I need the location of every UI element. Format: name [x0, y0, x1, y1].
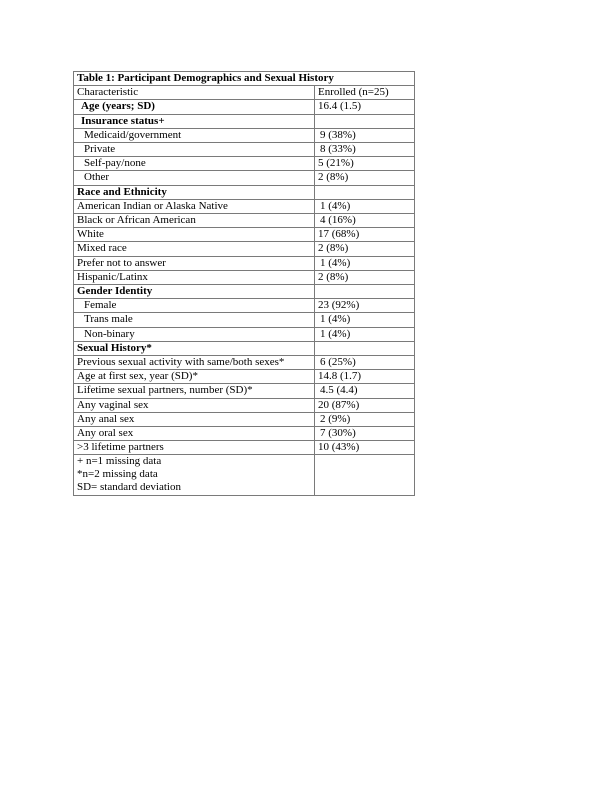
row-value: 4 (16%) — [315, 214, 415, 228]
row-value: 2 (8%) — [315, 242, 415, 256]
row-label: Any vaginal sex — [74, 398, 315, 412]
row-value: 16.4 (1.5) — [315, 100, 415, 114]
table-row — [74, 356, 415, 370]
row-value: 9 (38%) — [315, 128, 415, 142]
row-value: 10 (43%) — [315, 441, 415, 455]
footnote-sd-definition: SD= standard deviation — [77, 480, 181, 493]
header-enrolled: Enrolled (n=25) — [315, 86, 415, 100]
row-label: Age (years; SD) — [74, 100, 315, 114]
footnote-insurance-missing: + n=1 missing data — [77, 455, 162, 468]
row-label: Private — [74, 143, 315, 157]
table-row — [74, 313, 415, 327]
table-row — [74, 214, 415, 228]
section-heading-sexual-history: Sexual History* — [74, 341, 315, 355]
table-row — [74, 270, 415, 284]
table-row — [74, 157, 415, 171]
row-label: Previous sexual activity with same/both sexes* — [74, 356, 315, 370]
row-label: Medicaid/government — [74, 128, 315, 142]
table-row — [74, 441, 415, 455]
row-value — [315, 185, 415, 199]
row-label: >3 lifetime partners — [74, 441, 315, 455]
row-value: 2 (8%) — [315, 171, 415, 185]
row-value — [315, 114, 415, 128]
row-value: 20 (87%) — [315, 398, 415, 412]
table-row — [74, 100, 415, 114]
table-row — [74, 299, 415, 313]
row-label: Age at first sex, year (SD)* — [74, 370, 315, 384]
section-heading-race: Race and Ethnicity — [74, 185, 315, 199]
demographics-table — [73, 71, 415, 496]
row-value — [315, 341, 415, 355]
row-value: 2 (8%) — [315, 270, 415, 284]
footnotes-row — [74, 455, 415, 496]
table-title-row — [74, 72, 415, 86]
table-row — [74, 128, 415, 142]
row-value: 8 (33%) — [315, 143, 415, 157]
table-row — [74, 228, 415, 242]
table-row — [74, 242, 415, 256]
demographics-table-container — [73, 71, 414, 496]
row-value — [315, 285, 415, 299]
table-title: Table 1: Participant Demographics and Sexual History — [74, 72, 415, 86]
table-row — [74, 412, 415, 426]
table-row — [74, 398, 415, 412]
row-label: Insurance status+ — [74, 114, 315, 128]
footnotes-cell — [74, 455, 315, 496]
row-label: Any oral sex — [74, 427, 315, 441]
table-row — [74, 384, 415, 398]
row-label: Black or African American — [74, 214, 315, 228]
header-characteristic: Characteristic — [74, 86, 315, 100]
row-label: Prefer not to answer — [74, 256, 315, 270]
table-row — [74, 171, 415, 185]
row-value: 5 (21%) — [315, 157, 415, 171]
row-value: 2 (9%) — [315, 412, 415, 426]
table-row — [74, 114, 415, 128]
table-row — [74, 285, 415, 299]
row-label: Hispanic/Latinx — [74, 270, 315, 284]
row-value: 1 (4%) — [315, 256, 415, 270]
row-label: Other — [74, 171, 315, 185]
row-label: Female — [74, 299, 315, 313]
row-label: Non-binary — [74, 327, 315, 341]
table-row — [74, 185, 415, 199]
row-value: 23 (92%) — [315, 299, 415, 313]
footnotes-empty-cell — [315, 455, 415, 496]
row-value: 7 (30%) — [315, 427, 415, 441]
row-value: 6 (25%) — [315, 356, 415, 370]
table-row — [74, 327, 415, 341]
table-row — [74, 427, 415, 441]
row-value: 14.8 (1.7) — [315, 370, 415, 384]
row-label: Any anal sex — [74, 412, 315, 426]
table-row — [74, 256, 415, 270]
table-header-row — [74, 86, 415, 100]
row-label: Self-pay/none — [74, 157, 315, 171]
footnote-sexual-history-missing: *n=2 missing data — [77, 468, 158, 481]
row-label: Mixed race — [74, 242, 315, 256]
table-row — [74, 199, 415, 213]
row-value: 1 (4%) — [315, 327, 415, 341]
row-value: 17 (68%) — [315, 228, 415, 242]
table-row — [74, 143, 415, 157]
section-heading-gender: Gender Identity — [74, 285, 315, 299]
row-value: 1 (4%) — [315, 199, 415, 213]
row-value: 1 (4%) — [315, 313, 415, 327]
row-label: Lifetime sexual partners, number (SD)* — [74, 384, 315, 398]
table-row — [74, 370, 415, 384]
row-label: White — [74, 228, 315, 242]
table-row — [74, 341, 415, 355]
row-label: American Indian or Alaska Native — [74, 199, 315, 213]
row-value: 4.5 (4.4) — [315, 384, 415, 398]
row-label: Trans male — [74, 313, 315, 327]
